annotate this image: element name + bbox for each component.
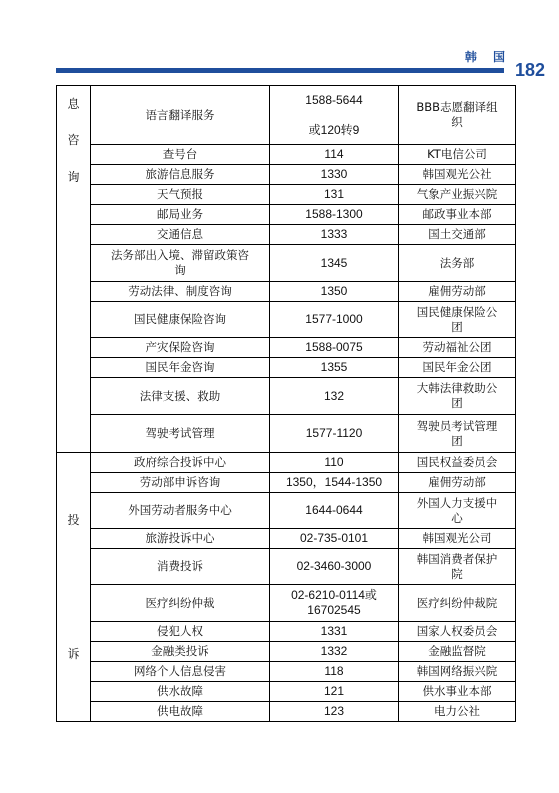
- table-row: [57, 86, 516, 145]
- number-cell: 123: [270, 701, 399, 721]
- agency-cell: 韩国消费者保护 院: [399, 549, 516, 585]
- table-row: [57, 453, 516, 473]
- service-cell: 驾驶考试管理: [91, 415, 270, 453]
- table-row: [57, 415, 516, 453]
- category-char: 投: [67, 512, 80, 527]
- service-cell: 法律支援、救助: [91, 378, 270, 415]
- table-row: [57, 378, 516, 415]
- service-cell: 政府综合投诉中心: [91, 453, 270, 473]
- agency-cell: 邮政事业本部: [399, 205, 516, 225]
- agency-cell: 医疗纠纷仲裁院: [399, 585, 516, 621]
- number-cell: 121: [270, 681, 399, 701]
- service-cell: 旅游信息服务: [91, 165, 270, 185]
- agency-cell: 国民年金公团: [399, 358, 516, 378]
- number-cell: 132: [270, 378, 399, 415]
- service-cell: 劳动部申诉咨询: [91, 473, 270, 493]
- table-row: [57, 681, 516, 701]
- page-number: 182: [514, 60, 545, 80]
- category-cell: [57, 86, 91, 453]
- agency-cell: 国家人权委员会: [399, 621, 516, 641]
- service-cell: 产灾保险咨询: [91, 338, 270, 358]
- number-cell: 1577-1120: [270, 415, 399, 453]
- agency-cell: KT电信公司: [399, 145, 516, 165]
- table-row: [57, 185, 516, 205]
- number-cell: 1588-0075: [270, 338, 399, 358]
- category-char: 息: [67, 96, 80, 111]
- table-row: [57, 473, 516, 493]
- agency-cell: 劳动福祉公团: [399, 338, 516, 358]
- agency-cell: 雇佣劳动部: [399, 282, 516, 302]
- table-row: [57, 641, 516, 661]
- number-cell: 1333: [270, 225, 399, 245]
- number-cell: 1350，1544-1350: [270, 473, 399, 493]
- agency-cell: 供水事业本部: [399, 681, 516, 701]
- number-cell: 1331: [270, 621, 399, 641]
- category-cell: [57, 453, 91, 722]
- service-cell: 国民健康保险咨询: [91, 302, 270, 338]
- service-cell: 法务部出入境、滞留政策咨 询: [91, 245, 270, 282]
- agency-cell: 韩国观光公社: [399, 165, 516, 185]
- table-row: [57, 358, 516, 378]
- table-row: [57, 282, 516, 302]
- agency-cell: 驾驶员考试管理 团: [399, 415, 516, 453]
- category-char: 咨: [67, 133, 80, 148]
- number-cell: 110: [270, 453, 399, 473]
- agency-cell: 电力公社: [399, 701, 516, 721]
- hotline-table: [56, 85, 516, 722]
- table-row: [57, 529, 516, 549]
- service-cell: 供水故障: [91, 681, 270, 701]
- service-cell: 邮局业务: [91, 205, 270, 225]
- number-cell: 1355: [270, 358, 399, 378]
- service-cell: 供电故障: [91, 701, 270, 721]
- number-cell: 1350: [270, 282, 399, 302]
- table-row: [57, 302, 516, 338]
- number-cell: 1345: [270, 245, 399, 282]
- agency-cell: 国民健康保险公 团: [399, 302, 516, 338]
- agency-cell: 法务部: [399, 245, 516, 282]
- number-cell: 1577-1000: [270, 302, 399, 338]
- table-row: [57, 661, 516, 681]
- table-row: [57, 145, 516, 165]
- category-char: 诉: [67, 646, 80, 661]
- service-cell: 查号台: [91, 145, 270, 165]
- service-cell: 语言翻译服务: [91, 86, 270, 145]
- number-cell: 1332: [270, 641, 399, 661]
- agency-cell: BBB志愿翻译组 织: [399, 86, 516, 145]
- number-cell: 1588-5644 或120转9: [270, 86, 399, 145]
- service-cell: 网络个人信息侵害: [91, 661, 270, 681]
- category-char: 询: [67, 170, 80, 185]
- agency-cell: 韩国网络振兴院: [399, 661, 516, 681]
- table-row: [57, 549, 516, 585]
- service-cell: 交通信息: [91, 225, 270, 245]
- table-row: [57, 585, 516, 621]
- agency-cell: 韩国观光公司: [399, 529, 516, 549]
- table-row: [57, 205, 516, 225]
- hotline-table-body: [57, 86, 516, 722]
- number-cell: 02-6210-0114或 16702545: [270, 585, 399, 621]
- agency-cell: 大韩法律救助公 团: [399, 378, 516, 415]
- table-row: [57, 338, 516, 358]
- table-row: [57, 245, 516, 282]
- number-cell: 118: [270, 661, 399, 681]
- agency-cell: 国土交通部: [399, 225, 516, 245]
- number-cell: 1644-0644: [270, 493, 399, 529]
- service-cell: 侵犯人权: [91, 621, 270, 641]
- service-cell: 医疗纠纷仲裁: [91, 585, 270, 621]
- number-cell: 1330: [270, 165, 399, 185]
- service-cell: 金融类投诉: [91, 641, 270, 661]
- table-row: [57, 165, 516, 185]
- agency-cell: 气象产业振兴院: [399, 185, 516, 205]
- number-cell: 131: [270, 185, 399, 205]
- agency-cell: 金融监督院: [399, 641, 516, 661]
- agency-cell: 雇佣劳动部: [399, 473, 516, 493]
- number-cell: 1588-1300: [270, 205, 399, 225]
- service-cell: 消费投诉: [91, 549, 270, 585]
- table-row: [57, 621, 516, 641]
- table-row: [57, 493, 516, 529]
- service-cell: 劳动法律、制度咨询: [91, 282, 270, 302]
- service-cell: 天气预报: [91, 185, 270, 205]
- number-cell: 114: [270, 145, 399, 165]
- service-cell: 国民年金咨询: [91, 358, 270, 378]
- service-cell: 旅游投诉中心: [91, 529, 270, 549]
- table-row: [57, 701, 516, 721]
- country-header: 韩 国: [464, 50, 511, 64]
- number-cell: 02-735-0101: [270, 529, 399, 549]
- agency-cell: 国民权益委员会: [399, 453, 516, 473]
- service-cell: 外国劳动者服务中心: [91, 493, 270, 529]
- header-rule: [56, 68, 504, 73]
- agency-cell: 外国人力支援中 心: [399, 493, 516, 529]
- table-row: [57, 225, 516, 245]
- number-cell: 02-3460-3000: [270, 549, 399, 585]
